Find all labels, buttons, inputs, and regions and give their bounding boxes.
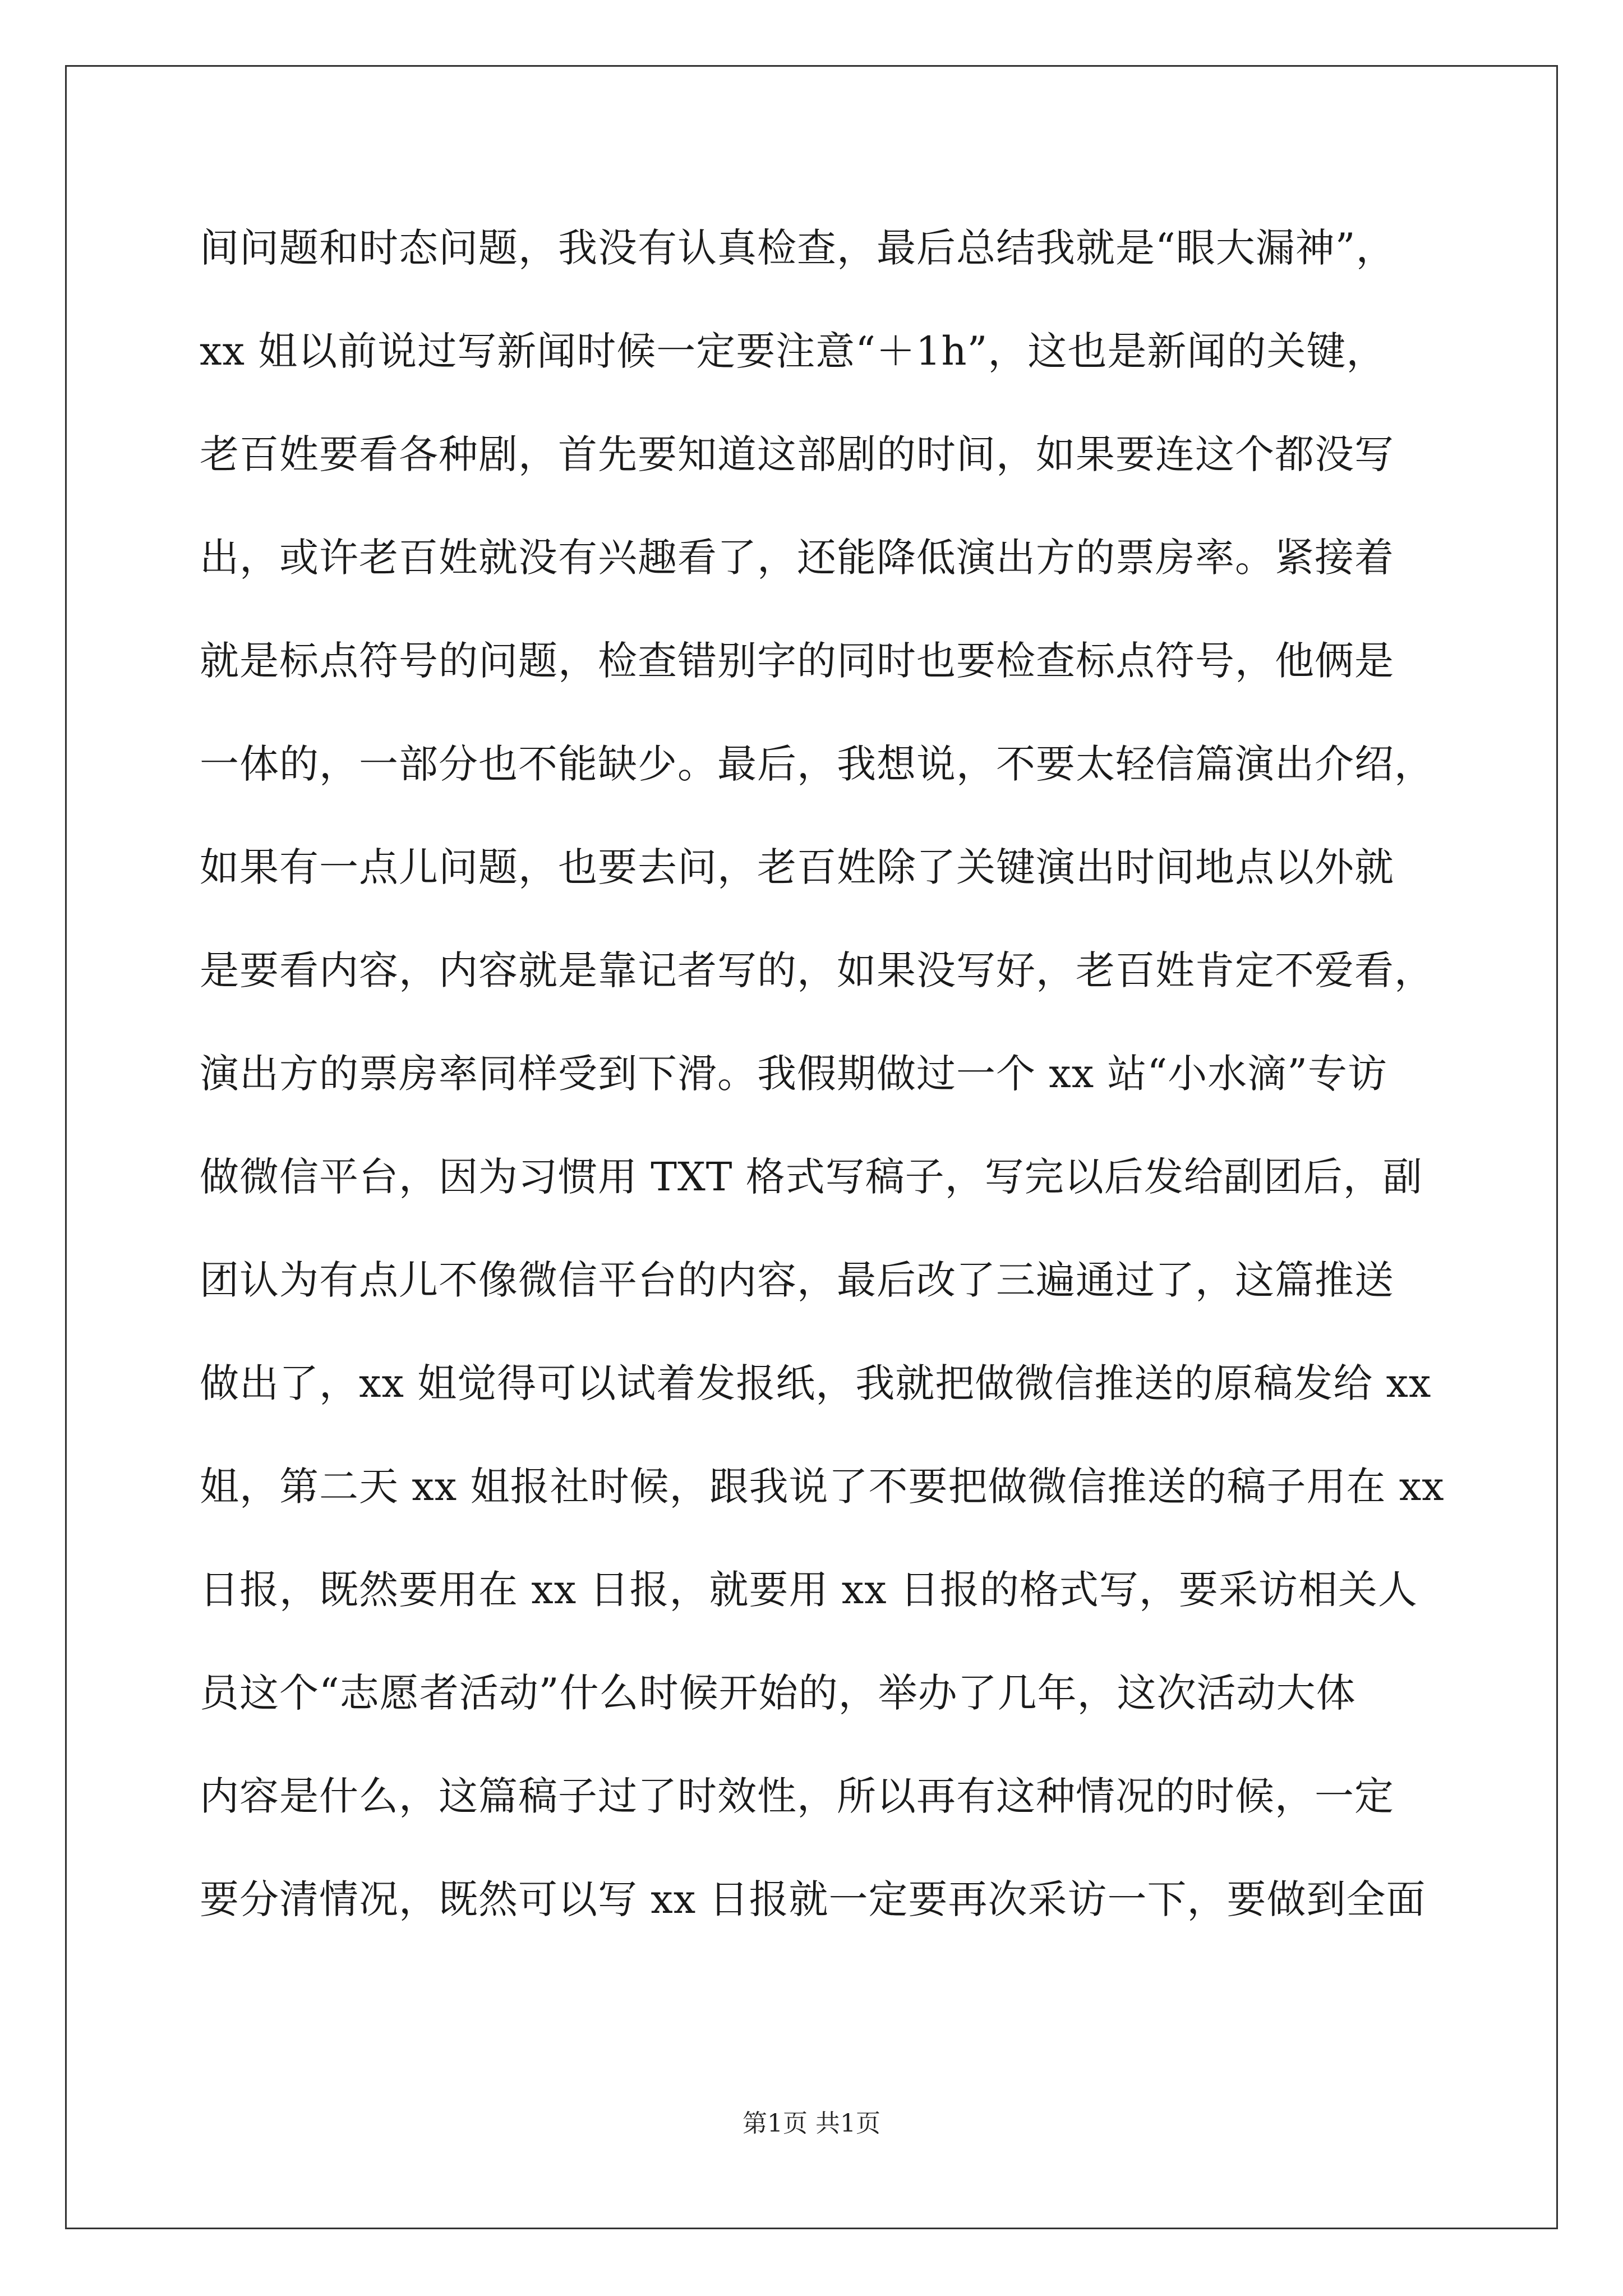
- body-line: 演出方的票房率同样受到下滑。我假期做过一个 xx 站“小水滴”专访: [200, 1051, 1388, 1097]
- page-number-footer: 第1页 共1页: [743, 2109, 880, 2138]
- body-line: 日报，既然要用在 xx 日报，就要用 xx 日报的格式写，要采访相关人: [200, 1567, 1418, 1613]
- document-body: [200, 196, 1445, 1951]
- body-line: 团认为有点儿不像微信平台的内容，最后改了三遍通过了，这篇推送: [200, 1257, 1394, 1303]
- body-line: 内容是什么，这篇稿子过了时效性，所以再有这种情况的时候，一定: [200, 1773, 1394, 1819]
- body-line: 姐，第二天 xx 姐报社时候，跟我说了不要把做微信推送的稿子用在 xx: [200, 1464, 1445, 1510]
- body-line: 如果有一点儿问题，也要去问，老百姓除了关键演出时间地点以外就: [200, 844, 1394, 890]
- body-line: 员这个“志愿者活动”什么时候开始的，举办了几年，这次活动大体: [200, 1670, 1356, 1716]
- body-line: 出，或许老百姓就没有兴趣看了，还能降低演出方的票房率。紧接着: [200, 535, 1394, 581]
- body-line: 间问题和时态问题，我没有认真检查，最后总结我就是“眼大漏神”，: [200, 225, 1396, 271]
- body-line: 老百姓要看各种剧，首先要知道这部剧的时间，如果要连这个都没写: [200, 431, 1394, 477]
- body-line: 做出了，xx 姐觉得可以试着发报纸，我就把做微信推送的原稿发给 xx: [200, 1360, 1432, 1406]
- body-line: 是要看内容，内容就是靠记者写的，如果没写好，老百姓肯定不爱看，: [200, 947, 1434, 993]
- body-line: 就是标点符号的问题，检查错别字的同时也要检查标点符号，他俩是: [200, 638, 1394, 684]
- body-line: 一体的，一部分也不能缺少。最后，我想说，不要太轻信篇演出介绍，: [200, 741, 1434, 787]
- body-line: xx 姐以前说过写新闻时候一定要注意“＋1h”，这也是新闻的关键，: [200, 328, 1386, 374]
- body-line: 要分清情况，既然可以写 xx 日报就一定要再次采访一下，要做到全面: [200, 1876, 1426, 1922]
- body-line: 做微信平台，因为习惯用 TXT 格式写稿子，写完以后发给副团后，副: [200, 1154, 1423, 1200]
